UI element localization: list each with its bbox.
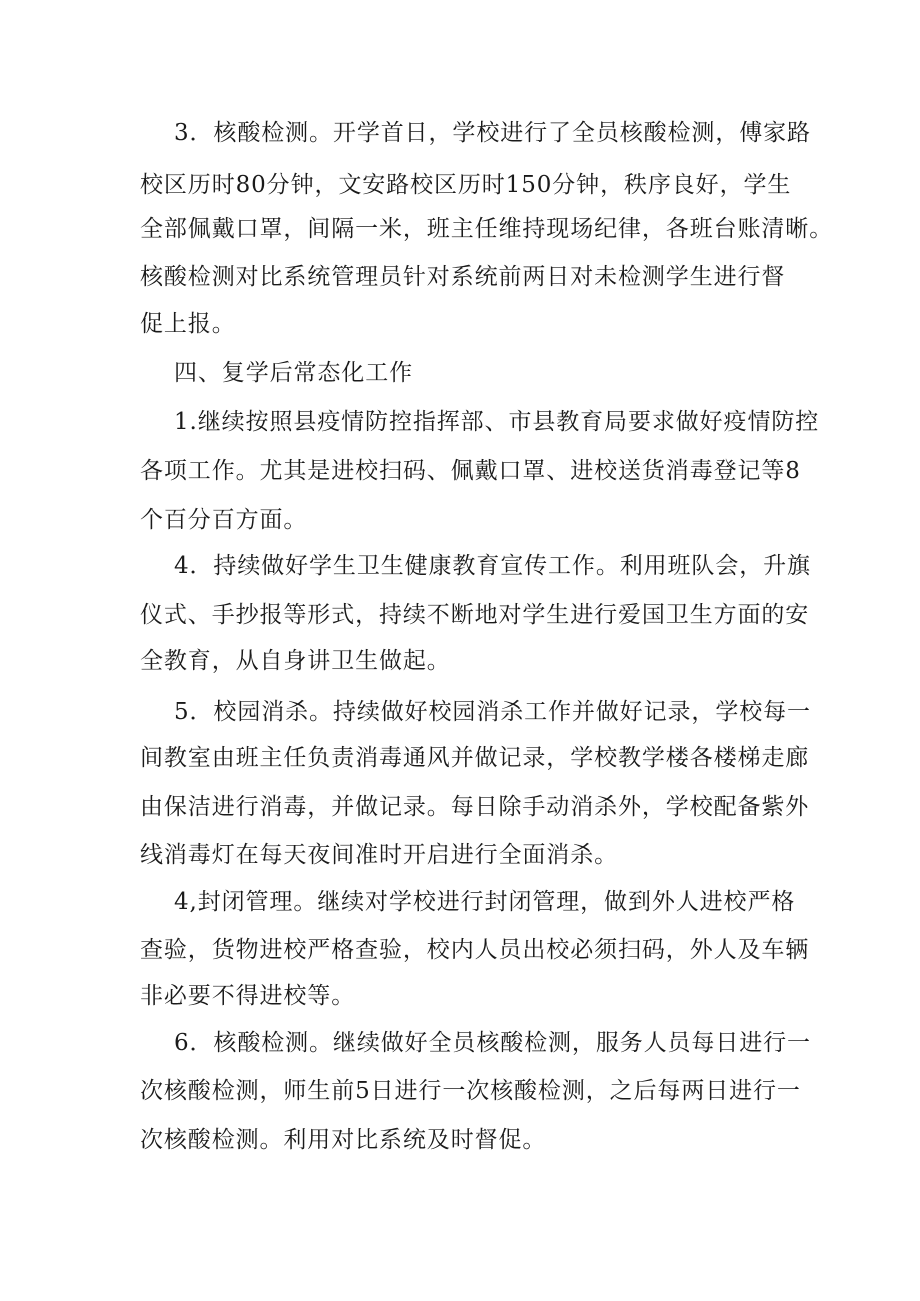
text-line: 个百分百方面。	[140, 507, 308, 533]
text-line: 4．持续做好学生卫生健康教育宣传工作。利用班队会，升旗	[174, 553, 811, 579]
text-line: 各项工作。尤其是进校扫码、佩戴口罩、进校送货消毒登记等8	[140, 458, 801, 484]
text-line: 3．核酸检测。开学首日，学校进行了全员核酸检测，傅家路	[174, 120, 811, 146]
text-line: 4,封闭管理。继续对学校进行封闭管理，做到外人进校严格	[174, 889, 796, 915]
text-line: 次核酸检测，师生前5日进行一次核酸检测，之后每两日进行一	[140, 1078, 801, 1104]
text-line: 全教育，从自身讲卫生做起。	[140, 648, 451, 674]
text-line: 线消毒灯在每天夜间准时开启进行全面消杀。	[140, 842, 618, 868]
text-line: 校区历时80分钟，文安路校区历时150分钟，秩序良好，学生	[140, 172, 792, 198]
text-line: 次核酸检测。利用对比系统及时督促。	[140, 1127, 547, 1153]
text-line: 核酸检测对比系统管理员针对系统前两日对未检测学生进行督	[140, 264, 786, 290]
text-line: 1.继续按照县疫情防控指挥部、市县教育局要求做好疫情防控	[174, 409, 820, 435]
text-line: 非必要不得进校等。	[140, 983, 356, 1009]
section-heading: 四、复学后常态化工作	[174, 360, 413, 386]
text-line: 由保洁进行消毒，并做记录。每日除手动消杀外，学校配备紫外	[140, 794, 810, 820]
text-line: 5．校园消杀。持续做好校园消杀工作并做好记录，学校每一	[174, 699, 811, 725]
text-line: 全部佩戴口罩，间隔一米，班主任维持现场纪律，各班台账清晰。	[140, 216, 834, 242]
text-line: 仪式、手抄报等形式，持续不断地对学生进行爱国卫生方面的安	[140, 602, 810, 628]
text-line: 间教室由班主任负责消毒通风并做记录，学校教学楼各楼梯走廊	[140, 745, 810, 771]
text-line: 查验，货物进校严格查验，校内人员出校必须扫码，外人及车辆	[140, 937, 810, 963]
text-line: 促上报。	[140, 311, 236, 337]
text-line: 6．核酸检测。继续做好全员核酸检测，服务人员每日进行一	[174, 1030, 811, 1056]
